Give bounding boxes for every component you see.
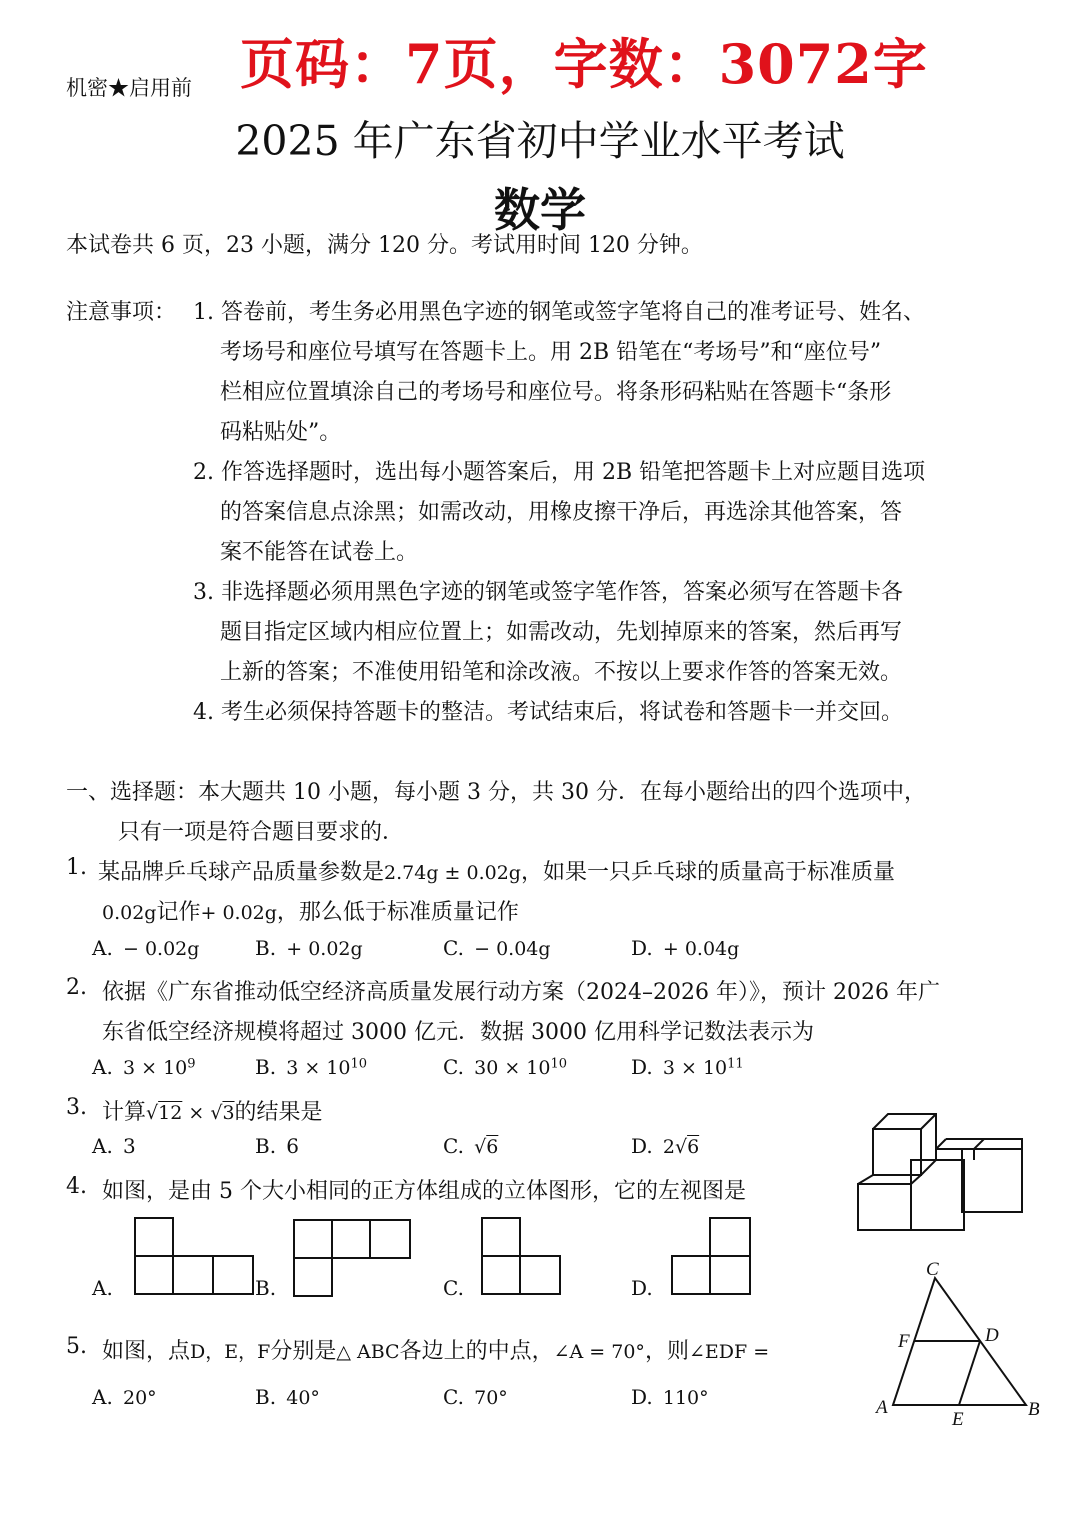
exam-title: 2025 年广东省初中学业水平考试 — [235, 117, 845, 165]
option-5a[interactable]: A. 20° — [92, 1385, 157, 1409]
option-4a-label[interactable]: A. — [92, 1276, 113, 1300]
option-4b-label[interactable]: B. — [255, 1276, 277, 1300]
option-1c[interactable]: C. − 0.04g — [443, 936, 551, 960]
label-d: D — [985, 1325, 999, 1346]
question-2-number: 2. — [66, 975, 87, 1000]
note-line: 3. 非选择题必须用黑色字迹的钢笔或签字笔作答，答案必须写在答题卡各 — [193, 580, 903, 605]
note-line: 栏相应位置填涂自己的考场号和座位号。将条形码粘贴在答题卡“条形 — [220, 380, 892, 405]
question-1-stem: 某品牌乒乓球产品质量参数是2.74g ± 0.02g，如果一只乒乓球的质量高于标准质量 — [98, 860, 895, 885]
confidential-mark: 机密★启用前 — [66, 76, 192, 100]
label-f: F — [898, 1331, 910, 1352]
note-line: 4. 考生必须保持答题卡的整洁。考试结束后，将试卷和答题卡一并交回。 — [193, 700, 903, 725]
question-5-stem: 如图，点D，E，F分别是△ ABC各边上的中点，∠A = 70°，则∠EDF = — [102, 1339, 770, 1364]
triangle-figure — [868, 1255, 1048, 1435]
option-2a[interactable]: A. $3 \times 10^9$ — [92, 1055, 196, 1079]
option-3c[interactable]: C. √6 — [443, 1134, 499, 1158]
option-2c[interactable]: C. $30 \times 10^{10}$ — [443, 1055, 568, 1079]
option-1d[interactable]: D. + 0.04g — [631, 936, 740, 960]
question-1-number: 1. — [66, 855, 87, 880]
label-c: C — [926, 1259, 939, 1280]
intro-text: 本试卷共 6 页，23 小题，满分 120 分。考试用时间 120 分钟。 — [66, 233, 703, 258]
note-line: 考场号和座位号填写在答题卡上。用 2B 铅笔在“考场号”和“座位号” — [220, 340, 882, 365]
question-3-number: 3. — [66, 1095, 87, 1120]
option-4d-label[interactable]: D. — [631, 1276, 653, 1300]
notes-label: 注意事项： — [66, 300, 177, 325]
page-count-banner: 页码：7页，字数：3072字 — [240, 32, 928, 96]
option-1b[interactable]: B. + 0.02g — [255, 936, 363, 960]
question-1-stem-cont: 0.02g记作+ 0.02g，那么低于标准质量记作 — [102, 900, 519, 925]
note-line: 1. 答卷前，考生务必用黑色字迹的钢笔或签字笔将自己的准考证号、姓名、 — [193, 300, 925, 325]
option-2b[interactable]: B. $3 \times 10^{10}$ — [255, 1055, 368, 1079]
question-4-stem: 如图，是由 5 个大小相同的正方体组成的立体图形，它的左视图是 — [102, 1179, 746, 1204]
option-4d-view[interactable] — [670, 1216, 754, 1298]
note-line: 题目指定区域内相应位置上；如需改动，先划掉原来的答案，然后再写 — [220, 620, 903, 645]
question-5-number: 5. — [66, 1334, 87, 1359]
note-line: 2. 作答选择题时，选出每小题答案后，用 2B 铅笔把答题卡上对应题目选项 — [193, 460, 926, 485]
subject-title: 数学 — [494, 183, 586, 237]
option-3d[interactable]: D. 2√6 — [631, 1134, 700, 1158]
option-5d[interactable]: D. 110° — [631, 1385, 709, 1409]
option-3a[interactable]: A. 3 — [92, 1134, 136, 1158]
option-4c-label[interactable]: C. — [443, 1276, 464, 1300]
question-3-stem: 计算√12 × √3的结果是 — [102, 1100, 323, 1125]
option-1a[interactable]: A. − 0.02g — [92, 936, 200, 960]
option-4a-view[interactable] — [133, 1216, 257, 1298]
option-4c-view[interactable] — [480, 1216, 564, 1298]
note-line: 上新的答案；不准使用铅笔和涂改液。不按以上要求作答的答案无效。 — [220, 660, 903, 685]
label-e: E — [952, 1409, 964, 1430]
label-b: B — [1028, 1399, 1040, 1420]
option-5c[interactable]: C. 70° — [443, 1385, 508, 1409]
note-line: 码粘贴处”。 — [220, 420, 342, 445]
option-3b[interactable]: B. 6 — [255, 1134, 299, 1158]
option-4b-view[interactable] — [292, 1218, 414, 1300]
option-5b[interactable]: B. 40° — [255, 1385, 320, 1409]
option-2d[interactable]: D. $3 \times 10^{11}$ — [631, 1055, 744, 1079]
note-line: 的答案信息点涂黑；如需改动，用橡皮擦干净后，再选涂其他答案，答 — [220, 500, 903, 525]
note-line: 案不能答在试卷上。 — [220, 540, 419, 565]
section-heading-cont: 只有一项是符合题目要求的． — [118, 820, 405, 845]
label-a: A — [876, 1397, 888, 1418]
section-heading: 一、选择题：本大题共 10 小题，每小题 3 分，共 30 分．在每小题给出的四个选项中， — [66, 780, 926, 805]
cube-solid-figure — [850, 1100, 1030, 1235]
question-4-number: 4. — [66, 1174, 87, 1199]
question-2-stem-cont: 东省低空经济规模将超过 3000 亿元．数据 3000 亿用科学记数法表示为 — [102, 1020, 814, 1045]
question-2-stem: 依据《广东省推动低空经济高质量发展行动方案（2024–2026 年）》，预计 2026 年广 — [102, 980, 940, 1005]
